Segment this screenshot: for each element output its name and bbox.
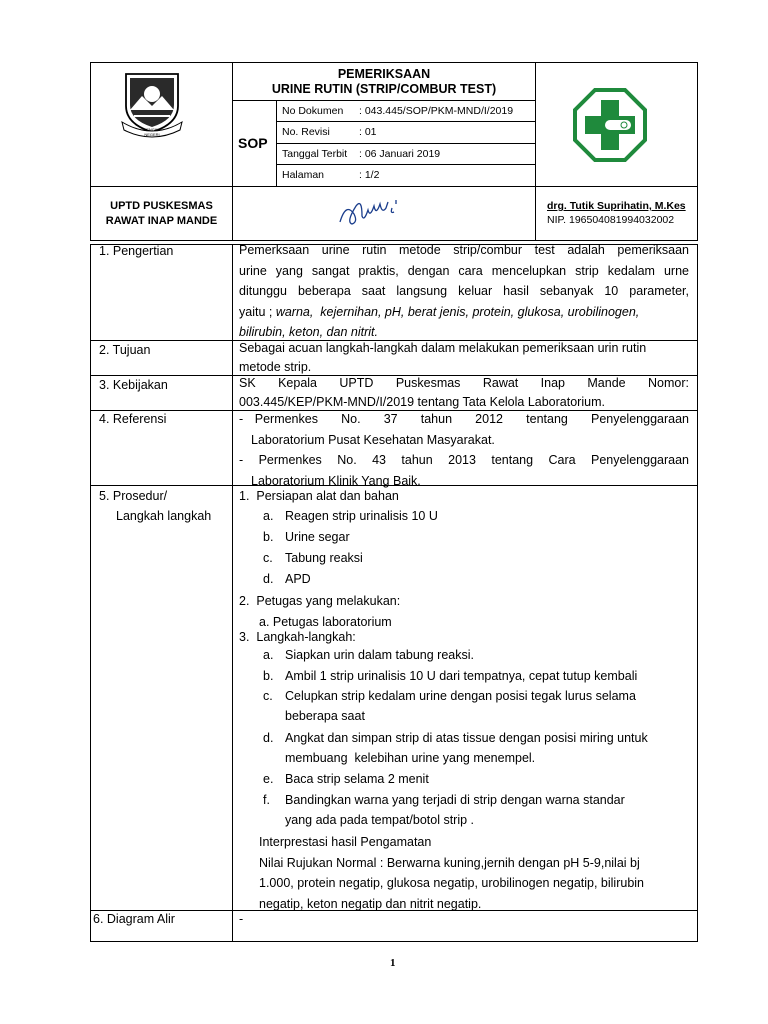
org-line-1: UPTD PUSKESMAS <box>110 200 213 212</box>
list-text: Tabung reaksi <box>285 551 363 565</box>
list-marker: f. <box>263 793 270 807</box>
rujukan-line: 1.000, protein negatip, glukosa negatip, urobilinogen negatip, bilirubin <box>259 876 645 890</box>
signer-block <box>547 199 697 227</box>
meta-key: No Dokumen <box>282 105 344 117</box>
list-text: Celupkan strip kedalam urine dengan posisi tegak lurus selama <box>285 689 636 703</box>
row-label-pengertian: 1. Pengertian <box>99 244 174 258</box>
list-text: Bandingkan warna yang terjadi di strip dengan warna standar <box>285 793 625 807</box>
interpretasi-heading: Interprestasi hasil Pengamatan <box>259 835 432 849</box>
text-line: Laboratorium Klinik Yang Baik. <box>251 473 421 488</box>
step-list <box>239 506 689 590</box>
text-line: - Permenkes No. 37 tahun 2012 tentang Penyelenggaraan <box>239 412 689 426</box>
meta-value: : 1/2 <box>359 169 380 181</box>
list-text: Urine segar <box>285 530 350 544</box>
meta-value: : 043.445/SOP/PKM-MND/I/2019 <box>359 105 514 117</box>
page-number: 1 <box>390 957 396 969</box>
step-heading: 2. Petugas yang melakukan: <box>239 594 401 608</box>
meta-value: : 06 Januari 2019 <box>359 148 441 160</box>
text-span: warna, kejernihan, pH, berat jenis, protein, glukosa, urobilinogen, <box>275 304 640 319</box>
tujuan-content <box>239 339 689 377</box>
label-line: 5. Prosedur/ <box>99 489 168 503</box>
referensi-content <box>239 409 689 491</box>
document-title <box>233 67 535 97</box>
label-line: Langkah langkah <box>116 509 212 523</box>
meta-key: Halaman <box>282 169 325 181</box>
header-divider <box>276 164 536 165</box>
list-marker: a. <box>263 509 274 523</box>
rujukan-line: Nilai Rujukan Normal : Berwarna kuning,jernih dengan pH 5-9,nilai bj <box>259 855 640 870</box>
text-line <box>239 302 689 323</box>
title-line-1: PEMERIKSAAN <box>337 67 431 81</box>
text-line: Laboratorium Pusat Kesehatan Masyarakat. <box>251 432 495 447</box>
list-item <box>239 728 689 769</box>
rujukan-line: negatip, keton negatip dan nitrit negatip. <box>259 896 482 911</box>
title-line-2: URINE RUTIN (STRIP/COMBUR TEST) <box>271 82 497 96</box>
meta-key: Tanggal Terbit <box>282 148 348 160</box>
logo-banner-text: BENGKU NEGERI <box>143 127 161 137</box>
puskesmas-logo <box>573 88 647 162</box>
row-label-prosedur <box>99 486 211 526</box>
table-column-divider <box>232 244 233 942</box>
text-line: Sebagai acuan langkah-langkah dalam melakukan pemeriksaan urin rutin <box>239 341 647 355</box>
meta-row <box>277 169 535 183</box>
signature-image <box>336 192 416 232</box>
list-text: Baca strip selama 2 menit <box>285 772 429 786</box>
header-divider <box>276 121 536 122</box>
regency-logo <box>116 70 188 138</box>
signer-nip: NIP. 196504081994032002 <box>547 214 675 226</box>
header-divider <box>535 62 536 241</box>
row-label-kebijakan: 3. Kebijakan <box>99 378 168 392</box>
text-line: 003.445/KEP/PKM-MND/I/2019 tentang Tata Kelola Laboratorium. <box>239 395 605 409</box>
list-item: a. Petugas laboratorium <box>259 614 392 629</box>
list-item <box>239 769 689 790</box>
meta-row <box>277 105 535 119</box>
list-marker: b. <box>263 669 274 683</box>
text-line: SK Kepala UPTD Puskesmas Rawat Inap Mande Nomor: <box>239 376 689 390</box>
step-heading: 1. Persiapan alat dan bahan <box>239 489 399 503</box>
list-marker: d. <box>263 731 274 745</box>
meta-row <box>277 148 535 162</box>
kebijakan-content <box>239 374 689 412</box>
header-divider <box>90 186 698 187</box>
text-line: Pemerksaan urine rutin metode strip/combur test adalah pemeriksaan <box>239 243 689 257</box>
text-line: urine yang sangat praktis, dengan cara mencelupkan strip kedalam urne <box>239 263 689 278</box>
step-heading: 3. Langkah-langkah: <box>239 629 356 644</box>
list-marker: d. <box>263 572 274 586</box>
meta-row <box>277 126 535 140</box>
list-text: Reagen strip urinalisis 10 U <box>285 509 438 523</box>
list-text: Siapkan urin dalam tabung reaksi. <box>285 648 475 662</box>
sop-label: SOP <box>238 135 268 151</box>
list-item <box>239 686 689 728</box>
meta-value: : 01 <box>359 126 377 138</box>
text-line: - Permenkes No. 43 tahun 2013 tentang Cara Penyelenggaraan <box>239 453 689 467</box>
list-text: yang ada pada tempat/botol strip . <box>285 813 475 827</box>
text-line: metode strip. <box>239 360 312 374</box>
list-item <box>239 645 689 666</box>
org-line-2: RAWAT INAP MANDE <box>105 215 218 227</box>
list-text: Ambil 1 strip urinalisis 10 U dari tempatnya, cepat tutup kembali <box>285 669 638 683</box>
header-divider <box>276 143 536 144</box>
list-item <box>239 666 689 686</box>
list-marker: c. <box>263 689 273 703</box>
row-label-diagram: 6. Diagram Alir <box>93 912 175 926</box>
list-item <box>239 527 689 548</box>
list-marker: a. <box>263 648 274 662</box>
pengertian-content <box>239 240 689 343</box>
organization-name <box>91 199 232 229</box>
diagram-value: - <box>239 912 244 926</box>
list-text: APD <box>285 572 311 586</box>
text-line: bilirubin, keton, dan nitrit. <box>239 325 378 339</box>
text-line: ditunggu beberapa saat langsung keluar hasil sebanyak 10 parameter, <box>239 284 689 298</box>
signer-name: drg. Tutik Suprihatin, M.Kes <box>547 200 686 212</box>
meta-key: No. Revisi <box>282 126 330 138</box>
list-text: membuang kelebihan urine yang menempel. <box>285 751 536 765</box>
list-text: beberapa saat <box>285 709 365 723</box>
step3-list <box>239 645 689 914</box>
row-label-tujuan: 2. Tujuan <box>99 343 151 357</box>
list-item <box>239 548 689 569</box>
header-divider <box>232 100 536 101</box>
row-label-referensi: 4. Referensi <box>99 412 167 426</box>
list-marker: b. <box>263 530 274 544</box>
list-item <box>239 506 689 527</box>
list-item <box>239 569 689 590</box>
text-span: yaitu ; <box>239 304 276 319</box>
list-text: Angkat dan simpan strip di atas tissue dengan posisi miring untuk <box>285 731 648 745</box>
list-marker: c. <box>263 551 273 565</box>
list-marker: e. <box>263 772 274 786</box>
prosedur-content <box>239 486 689 644</box>
list-item <box>239 790 689 832</box>
